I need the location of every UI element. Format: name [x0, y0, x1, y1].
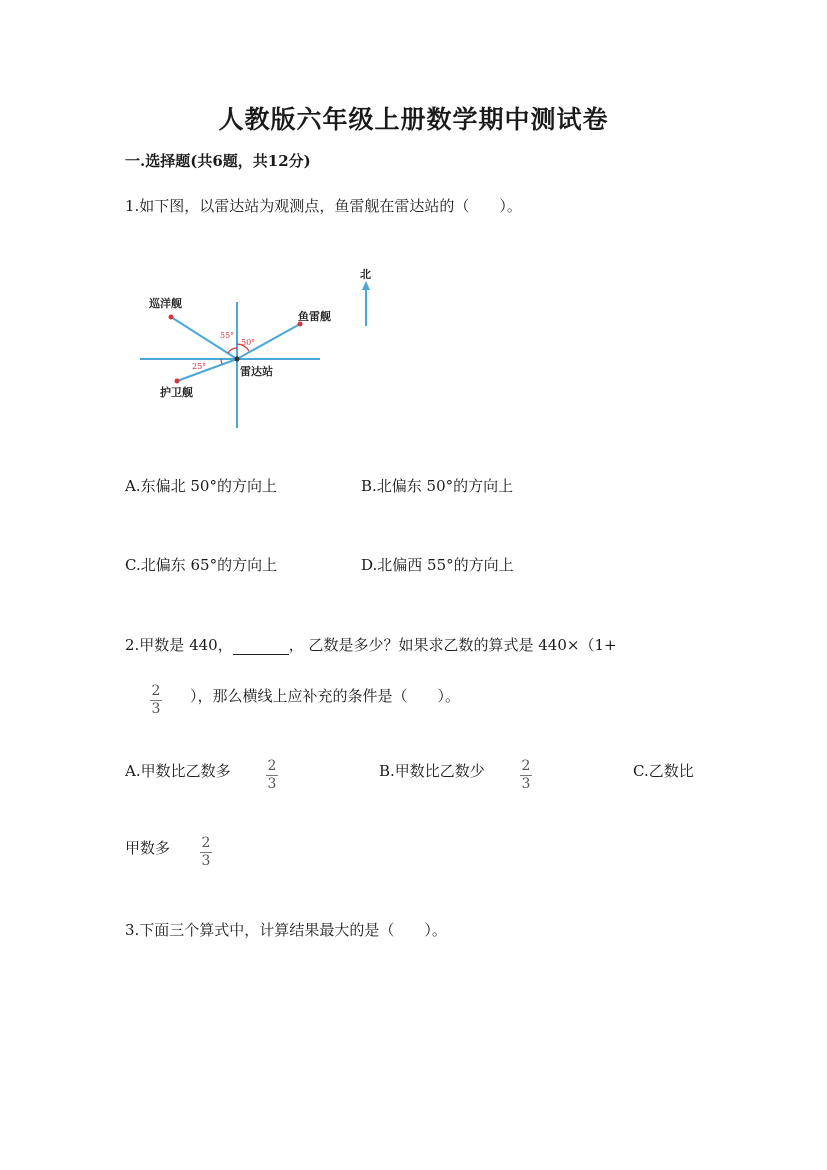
label-torpedo: 鱼雷舰 — [298, 310, 331, 323]
q2-option-c-fraction — [200, 832, 212, 869]
q2-stem-part-a: 2.甲数是 440， — [125, 636, 233, 654]
q2-stem-part-b: ， 乙数是多少？如果求乙数的算式是 440×（1+ — [288, 636, 617, 654]
ray-escort — [177, 359, 237, 381]
page-title: 人教版六年级上册数学期中测试卷 — [218, 105, 609, 134]
label-cruiser: 巡洋舰 — [149, 297, 182, 310]
escort-point — [175, 379, 180, 384]
q2-option-c-continued: 甲数多 — [125, 839, 171, 857]
label-escort: 护卫舰 — [160, 386, 193, 399]
q2-option-a[interactable]: A.甲数比乙数多 — [125, 762, 231, 780]
arc-55 — [228, 348, 237, 353]
frac-denominator: 3 — [267, 776, 277, 792]
frac-denominator: 3 — [151, 701, 161, 717]
station-point — [235, 357, 240, 362]
cruiser-point — [169, 315, 174, 320]
question-3-stem: 3.下面三个算式中，计算结果最大的是（ ）。 — [125, 921, 447, 939]
frac-denominator: 3 — [201, 853, 211, 869]
q2-option-b[interactable]: B.甲数比乙数少 — [379, 762, 485, 780]
q1-option-c[interactable]: C.北偏东 65°的方向上 — [125, 556, 278, 574]
frac-numerator: 2 — [201, 835, 211, 851]
label-angle-50: 50° — [241, 338, 256, 347]
q1-option-a[interactable]: A.东偏北 50°的方向上 — [125, 477, 277, 495]
compass-diagram — [130, 262, 390, 434]
answer-blank — [233, 640, 289, 655]
north-arrow-icon — [362, 281, 370, 290]
q1-option-b[interactable]: B.北偏东 50°的方向上 — [361, 477, 514, 495]
section-heading: 一.选择题(共6题，共12分) — [125, 152, 311, 170]
q2-option-c[interactable]: C.乙数比 — [633, 762, 694, 780]
question-1-stem: 1.如下图，以雷达站为观测点，鱼雷舰在雷达站的（ ）。 — [125, 197, 522, 215]
q2-fraction — [150, 680, 162, 717]
label-station: 雷达站 — [240, 365, 273, 378]
frac-numerator: 2 — [521, 758, 531, 774]
q1-option-d[interactable]: D.北偏西 55°的方向上 — [361, 556, 514, 574]
frac-numerator: 2 — [267, 758, 277, 774]
frac-denominator: 3 — [521, 776, 531, 792]
question-2-stem-line2: ），那么横线上应补充的条件是（ ）。 — [190, 687, 461, 705]
frac-numerator: 2 — [151, 683, 161, 699]
label-angle-25: 25° — [192, 362, 207, 371]
q2-option-a-fraction — [266, 755, 278, 792]
label-angle-55: 55° — [220, 331, 235, 340]
label-north: 北 — [360, 268, 371, 281]
question-2-stem-line1 — [125, 634, 617, 655]
q2-option-b-fraction — [520, 755, 532, 792]
